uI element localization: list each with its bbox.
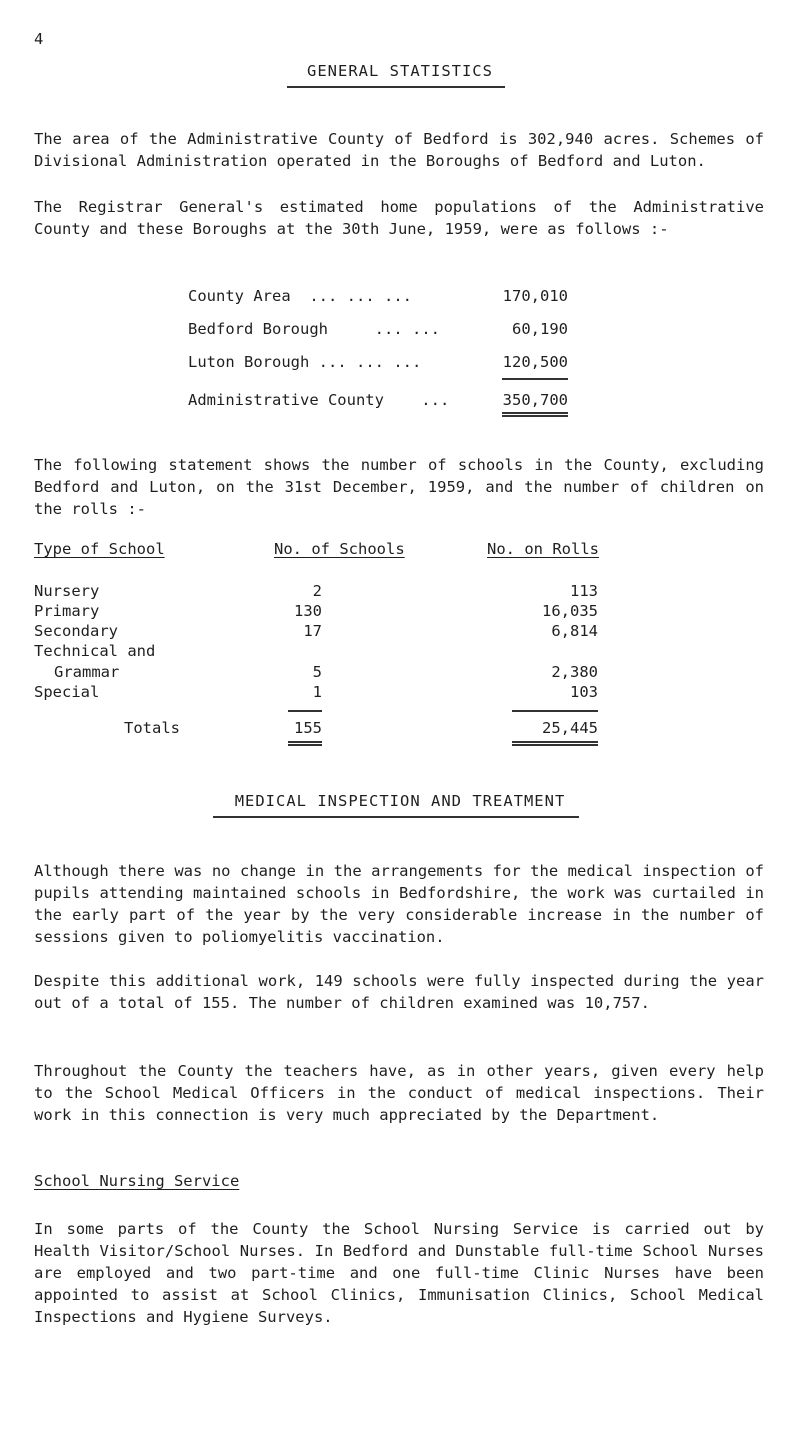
population-total-row xyxy=(188,389,568,411)
section-heading-medical: MEDICAL INSPECTION AND TREATMENT xyxy=(234,792,566,810)
population-value: 120,500 xyxy=(502,353,568,371)
population-label: County Area ... ... ... xyxy=(188,287,412,305)
population-row xyxy=(188,318,568,340)
medical-paragraph: Despite this additional work, 149 schools were fully inspected during the year out of a total of 155. The number of children examined was 10,757. xyxy=(34,972,764,1012)
school-count: 1 xyxy=(312,683,322,701)
page-title: GENERAL STATISTICS xyxy=(307,62,493,80)
schools-header-count: No. of Schools xyxy=(274,540,405,558)
population-total-rule xyxy=(502,412,568,414)
population-value: 60,190 xyxy=(512,320,568,338)
schools-total-count: 155 xyxy=(294,719,322,737)
schools-rolls-rule xyxy=(512,710,598,712)
population-total-rule-double xyxy=(502,415,568,417)
schools-count-double-rule xyxy=(288,741,322,743)
school-count: 2 xyxy=(312,582,322,600)
population-label: Bedford Borough ... ... xyxy=(188,320,440,338)
school-type: Primary xyxy=(34,602,100,620)
school-rolls: 113 xyxy=(570,582,598,600)
medical-paragraph: Although there was no change in the arrangements for the medical inspection of pupils attending maintained schools in Bedfordshire, the work was curtailed in the early part of the year by the very considerable increase in the number of sessions given to poliomyelitis vaccination. xyxy=(34,862,764,946)
title-underline xyxy=(287,86,505,88)
school-type: Technical and xyxy=(34,642,156,660)
schools-rolls-double-rule xyxy=(512,741,598,743)
schools-total-rolls: 25,445 xyxy=(542,719,598,737)
page-number: 4 xyxy=(34,30,44,48)
school-count: 130 xyxy=(294,602,322,620)
section-heading-underline xyxy=(213,816,579,818)
population-total-value: 350,700 xyxy=(502,391,568,409)
schools-count-rule xyxy=(288,710,322,712)
population-value: 170,010 xyxy=(502,287,568,305)
school-type: Special xyxy=(34,683,100,701)
section-heading-block xyxy=(0,790,800,812)
school-rolls: 2,380 xyxy=(551,663,598,681)
medical-paragraph: Throughout the County the teachers have, as in other years, given every help to the School Medical Officers in the conduct of medical inspections. Their work in this connection is very much appreciated by the Department. xyxy=(34,1062,764,1124)
population-row xyxy=(188,351,568,373)
nursing-paragraph: In some parts of the County the School Nursing Service is carried out by Health Visitor/School Nurses. In Bedford and Dunstable full-time School Nurses are employed and two part-time and one full-time Clinic Nurses have been appointed to assist at School Clinics, Immunisation Clinics, School Medical Inspections and Hygiene Surveys. xyxy=(34,1220,764,1326)
school-type: Secondary xyxy=(34,622,118,640)
school-count: 5 xyxy=(312,663,322,681)
schools-header-type: Type of School xyxy=(34,540,165,558)
school-rolls: 6,814 xyxy=(551,622,598,640)
page-title-block xyxy=(0,60,800,82)
population-subtotal-rule xyxy=(502,378,568,380)
school-rolls: 16,035 xyxy=(542,602,598,620)
schools-totals-label: Totals xyxy=(124,719,180,737)
population-intro: The Registrar General's estimated home populations of the Administrative County and these Boroughs at the 30th June, 1959, were as follows :- xyxy=(34,198,764,238)
population-row xyxy=(188,285,568,307)
intro-paragraph: The area of the Administrative County of Bedford is 302,940 acres. Schemes of Divisional Administration operated in the Boroughs of Bedford and Luton. xyxy=(34,130,764,170)
schools-rolls-double-rule-2 xyxy=(512,744,598,746)
school-type: Nursery xyxy=(34,582,100,600)
school-rolls: 103 xyxy=(570,683,598,701)
population-label: Luton Borough ... ... ... xyxy=(188,353,422,371)
nursing-heading: School Nursing Service xyxy=(34,1172,240,1190)
schools-count-double-rule-2 xyxy=(288,744,322,746)
population-total-label: Administrative County ... xyxy=(188,391,450,409)
school-count: 17 xyxy=(303,622,322,640)
schools-header-rolls: No. on Rolls xyxy=(487,540,599,558)
school-type: Grammar xyxy=(54,663,120,681)
schools-intro: The following statement shows the number of schools in the County, excluding Bedford and Luton, on the 31st December, 1959, and the number of children on the rolls :- xyxy=(34,456,764,518)
